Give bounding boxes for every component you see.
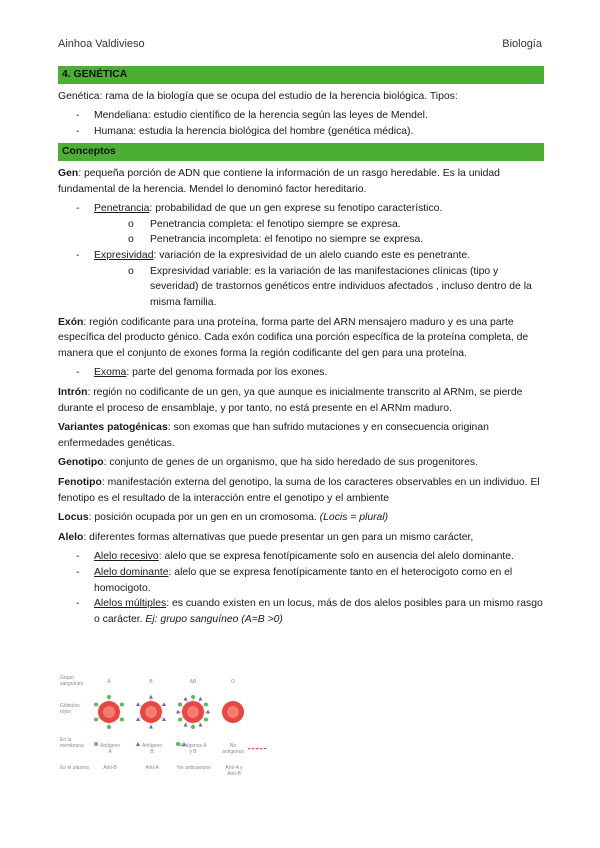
genotipo-def: : conjunto de genes de un organismo, que ha sido heredado de sus progenitores. — [103, 457, 478, 469]
locus-note: (Locis = plural) — [319, 512, 389, 524]
antigen-b-marker — [136, 702, 140, 706]
fenotipo-term: Fenotipo — [58, 477, 102, 489]
antigen-a-marker — [94, 718, 98, 722]
locus-paragraph — [58, 510, 544, 526]
document-body — [58, 66, 544, 632]
subject-name: Biología — [502, 38, 542, 50]
membrane-label-a: Antígeno A — [99, 743, 121, 755]
expresividad-def: : variación de la expresividad de un alelo cuando este es penetrante. — [153, 250, 471, 262]
antigen-a-marker — [107, 725, 111, 729]
genetica-paragraph — [58, 89, 544, 105]
fenotipo-def: : manifestación externa del genotipo, la suma de los caracteres observables en un individuo. El fenotipo es el resultado de la interacción entre el genotipo y el ambiente — [58, 477, 540, 504]
plasma-label-a: Anti-B — [103, 765, 117, 771]
variantes-paragraph — [58, 420, 544, 451]
locus-term: Locus — [58, 512, 89, 524]
antigen-b-marker — [162, 717, 166, 721]
antigen-a-marker — [94, 703, 98, 707]
intron-term: Intrón — [58, 386, 88, 398]
penetrancia-sublist — [94, 217, 544, 248]
genetica-def: : rama de la biología que se ocupa del estudio de la herencia biológica. Tipos: — [99, 90, 458, 102]
antigen-a-marker — [107, 695, 111, 699]
expresividad-term: Expresividad — [94, 250, 154, 262]
alelo-term: Alelo — [58, 531, 84, 543]
alelo-recesivo-def: : alelo que se expresa fenotípicamente solo en ausencia del alelo dominante. — [158, 551, 514, 563]
antigen-b-marker — [184, 697, 188, 701]
alelo-paragraph — [58, 530, 544, 546]
list-item: o Penetrancia completa: el fenotipo siempre se expresa. — [114, 217, 544, 233]
antigen-a-marker — [204, 718, 208, 722]
blood-group-figure — [58, 676, 308, 786]
tiny-red-mark — [252, 748, 255, 749]
plasma-label-o: Anti-A y Anti-B — [225, 765, 243, 777]
antigen-b-marker — [162, 702, 166, 706]
antigen-a-marker — [191, 725, 195, 729]
alelos-multiples-item — [58, 596, 544, 627]
row-label-grupo: Grupo sanguíneo — [60, 675, 84, 687]
row-label-plasma: En el plasma — [60, 765, 89, 771]
antigen-a-marker — [191, 695, 195, 699]
penetrancia-term: Penetrancia — [94, 203, 150, 215]
expresividad-item — [58, 248, 544, 310]
red-blood-cell-center — [103, 706, 115, 718]
group-label-b: B — [149, 679, 153, 685]
tiny-red-mark — [260, 748, 263, 749]
group-label-o: O — [231, 679, 235, 685]
antigen-b-marker — [206, 710, 210, 714]
red-blood-cell-center — [227, 706, 239, 718]
membrane-label-o: No antígenos — [222, 743, 244, 755]
locus-def: : posición ocupada por un gen en un cromosoma. — [88, 512, 317, 524]
antigen-b-marker — [149, 725, 153, 729]
group-label-a: A — [107, 679, 111, 685]
alelo-recesivo-term: Alelo recesivo — [94, 551, 159, 563]
membrane-label-b: Antígeno B — [141, 743, 163, 755]
antigen-a-marker — [178, 703, 182, 707]
list-item: - Mendeliana: estudio científico de la herencia según las leyes de Mendel. — [58, 108, 544, 124]
list-item: o Penetrancia incompleta: el fenotipo no siempre se expresa. — [114, 232, 544, 248]
exoma-def: : parte del genoma formada por los exones. — [126, 367, 328, 379]
gen-term: Gen — [58, 168, 79, 180]
exon-paragraph — [58, 315, 544, 362]
list-item: o Expresividad variable: es la variación de las manifestaciones clínicas (tipo y severidad) de trastornos genéticos entre individuos afectados , incluso dentro de la misma familia. — [114, 264, 544, 311]
antigen-b-marker — [199, 697, 203, 701]
alelos-multiples-example: Ej: grupo sanguíneo (A=B >0) — [145, 613, 283, 625]
alelos-multiples-def: : es cuando existen en un locus, más de dos alelos posibles para un mismo rasgo o carácter. — [94, 598, 543, 625]
plasma-label-b: Anti-A — [145, 765, 159, 771]
antigen-a-marker — [178, 718, 182, 722]
group-label-ab: AB — [189, 679, 197, 685]
antigen-b-marker — [184, 723, 188, 727]
antigen-b-marker — [136, 717, 140, 721]
gen-paragraph — [58, 166, 544, 197]
intron-paragraph — [58, 385, 544, 416]
penetrancia-def: : probabilidad de que un gen exprese su fenotipo característico. — [149, 203, 443, 215]
antigen-b-marker — [199, 723, 203, 727]
antigen-b-marker — [176, 710, 180, 714]
page-header — [58, 36, 542, 53]
alelo-dominante-item — [58, 565, 544, 596]
alelo-def: : diferentes formas alternativas que puede presentar un gen para un mismo carácter, — [83, 531, 474, 543]
alelo-list — [58, 549, 544, 627]
antigen-a-marker — [120, 703, 124, 707]
antigen-b-marker — [149, 695, 153, 699]
expresividad-sublist — [94, 264, 544, 311]
tiny-red-mark — [256, 748, 259, 749]
genetica-term: Genética — [58, 90, 100, 102]
section-title: 4. GENÉTICA — [58, 66, 544, 84]
list-item: - Humana: estudia la herencia biológica del hombre (genética médica). — [58, 124, 544, 140]
alelo-dominante-def: : alelo que se expresa fenotípicamente tanto en el heterocigoto como en el homocigoto. — [94, 567, 513, 594]
intron-def: : región no codificante de un gen, ya que aunque es inicialmente transcrito al ARNm, se pierde durante el proceso de ensamblaje, y por tanto, no está presente en el ARNm maduro. — [58, 386, 523, 414]
tiny-red-mark — [264, 748, 267, 749]
exoma-term: Exoma — [94, 367, 127, 379]
exon-def: : región codificante para una proteína, forma parte del ARN mensajero maduro y es una parte específica del producto génico. Cada exón codifica una porción específica de la proteína completa, de manera que el conjunto de exones forma la región codificante del gen para una proteína. — [58, 316, 529, 359]
genotipo-term: Genotipo — [58, 457, 104, 469]
gen-list — [58, 201, 544, 310]
alelos-multiples-term: Alelos múltiples — [94, 598, 167, 610]
red-blood-cell-center — [145, 706, 157, 718]
genetica-types-list — [58, 108, 544, 139]
exon-list — [58, 365, 544, 381]
antigen-a-marker — [120, 718, 124, 722]
genotipo-paragraph — [58, 455, 544, 471]
alelo-recesivo-item — [58, 549, 544, 565]
row-label-globulos: Glóbulos rojos — [60, 703, 80, 715]
membrane-label-ab: Antígenos A y B — [179, 743, 207, 755]
red-blood-cell-center — [187, 706, 199, 718]
plasma-label-ab: No anticuerpos — [177, 765, 211, 771]
tiny-red-mark — [248, 748, 251, 749]
exoma-item — [58, 365, 544, 381]
variantes-term: Variantes patogénicas — [58, 422, 168, 434]
exon-term: Exón — [58, 316, 84, 328]
gen-def: : pequeña porción de ADN que contiene la información de un rasgo heredable. Es la unidad fundamental de la herencia. Mendel lo denominó factor hereditario. — [58, 168, 500, 195]
antigen-a-marker — [204, 703, 208, 707]
penetrancia-item — [58, 201, 544, 248]
variantes-def: : son exomas que han sufrido mutaciones y en consecuencia originan enfermedades genéticas. — [58, 422, 489, 449]
row-label-membrana: En la membrana — [60, 737, 84, 749]
author-name: Ainhoa Valdivieso — [58, 38, 145, 50]
fenotipo-paragraph — [58, 475, 544, 506]
conceptos-title: Conceptos — [58, 143, 544, 161]
alelo-dominante-term: Alelo dominante — [94, 567, 169, 579]
